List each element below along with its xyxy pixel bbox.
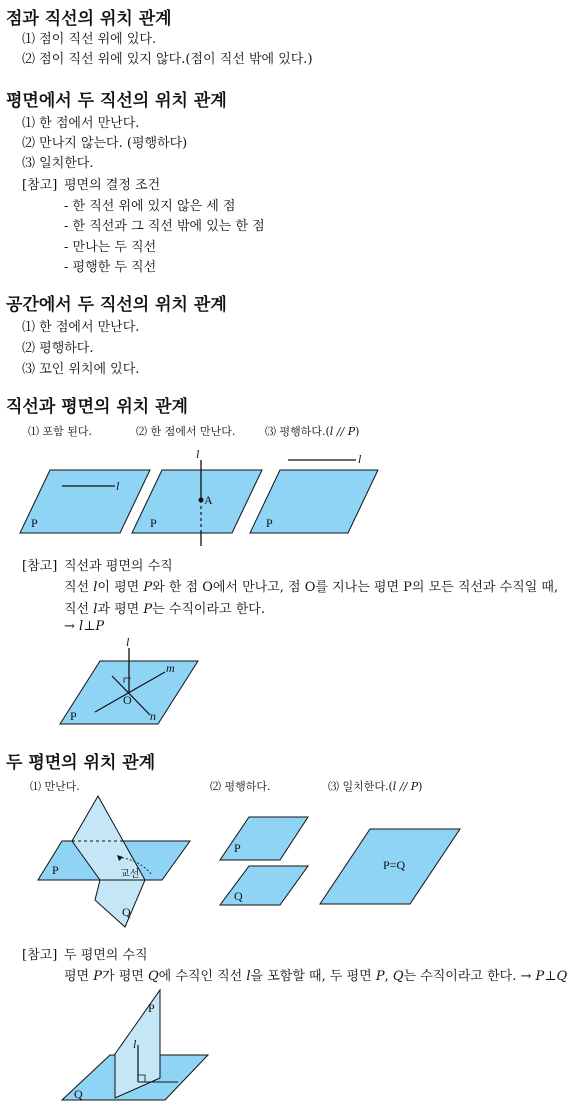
- note-title: 평면의 결정 조건: [64, 178, 161, 193]
- label-o: O: [123, 693, 132, 707]
- label-p: P: [70, 709, 77, 723]
- list-item: - 만나는 두 직선: [64, 240, 157, 255]
- label-p: P: [234, 841, 241, 855]
- label-l: l: [126, 635, 130, 649]
- label-n: n: [150, 709, 156, 723]
- label-p: P: [148, 1001, 155, 1015]
- label-l: l: [358, 452, 362, 466]
- label-a: A: [204, 493, 213, 507]
- label-cross-line: 교선: [120, 869, 140, 880]
- label-l: l: [116, 479, 120, 493]
- label-q: Q: [122, 905, 131, 919]
- list-item: ⑵ 점이 직선 위에 있지 않다.(점이 직선 밖에 있다.): [22, 52, 313, 67]
- caption: ⑶ 일치한다.(l // P): [328, 780, 423, 793]
- note-text: → l⊥P: [64, 619, 105, 634]
- list-item: ⑶ 꼬인 위치에 있다.: [22, 362, 140, 377]
- note-tag: [참고]: [22, 559, 58, 574]
- caption: ⑴ 만난다.: [30, 780, 80, 793]
- label-p: P: [31, 516, 38, 530]
- list-item: ⑴ 점이 직선 위에 있다.: [22, 32, 157, 47]
- list-item: ⑵ 평행하다.: [22, 341, 94, 356]
- note-title: 두 평면의 수직: [64, 948, 148, 963]
- section-title-two-lines-space: 공간에서 두 직선의 위치 관계: [6, 295, 227, 315]
- section-title-line-plane: 직선과 평면의 위치 관계: [6, 397, 188, 417]
- label-p: P: [266, 516, 273, 530]
- list-item: ⑶ 일치한다.: [22, 156, 94, 171]
- note-title: 직선과 평면의 수직: [64, 559, 173, 574]
- list-item: - 한 직선 위에 있지 않은 세 점: [64, 199, 236, 214]
- plane-q-lower: [95, 880, 145, 927]
- note-text: 평면 P가 평면 Q에 수직인 직선 l을 포함할 때, 두 평면 P, Q는 수직이라고 한다. → P⊥Q: [64, 969, 568, 984]
- note-tag: [참고]: [22, 178, 58, 193]
- caption: ⑵ 평행하다.: [210, 780, 271, 793]
- plane-p-contained: [20, 470, 150, 533]
- label-l: l: [133, 1037, 137, 1051]
- caption: ⑵ 한 점에서 만난다.: [136, 425, 236, 438]
- list-item: ⑴ 한 점에서 만난다.: [22, 116, 140, 131]
- list-item: ⑵ 만나지 않는다. (평행하다): [22, 136, 188, 151]
- label-l: l: [196, 447, 200, 461]
- point-a: [199, 498, 204, 503]
- section-title-point-line: 점과 직선의 위치 관계: [6, 9, 172, 29]
- note-text: 직선 l과 평면 P는 수직이라고 한다.: [64, 602, 265, 617]
- label-p: P: [52, 863, 59, 877]
- label-q: Q: [234, 889, 243, 903]
- note-text: 직선 l이 평면 P와 한 점 O에서 만나고, 점 O를 지나는 평면 P의 모든 직선과 수직일 때,: [64, 580, 559, 595]
- label-p-equals-q: P=Q: [383, 858, 406, 872]
- note-tag: [참고]: [22, 948, 58, 963]
- label-m: m: [166, 661, 175, 675]
- list-item: - 평행한 두 직선: [64, 260, 157, 275]
- section-title-two-lines-plane: 평면에서 두 직선의 위치 관계: [6, 91, 227, 111]
- section-title-two-planes: 두 평면의 위치 관계: [6, 753, 156, 773]
- label-q: Q: [74, 1087, 83, 1101]
- list-item: ⑴ 한 점에서 만난다.: [22, 320, 140, 335]
- caption: ⑶ 평행하다.(l // P): [265, 425, 360, 438]
- list-item: - 한 직선과 그 직선 밖에 있는 한 점: [64, 219, 265, 234]
- label-p: P: [150, 516, 157, 530]
- caption: ⑴ 포함 된다.: [28, 425, 92, 438]
